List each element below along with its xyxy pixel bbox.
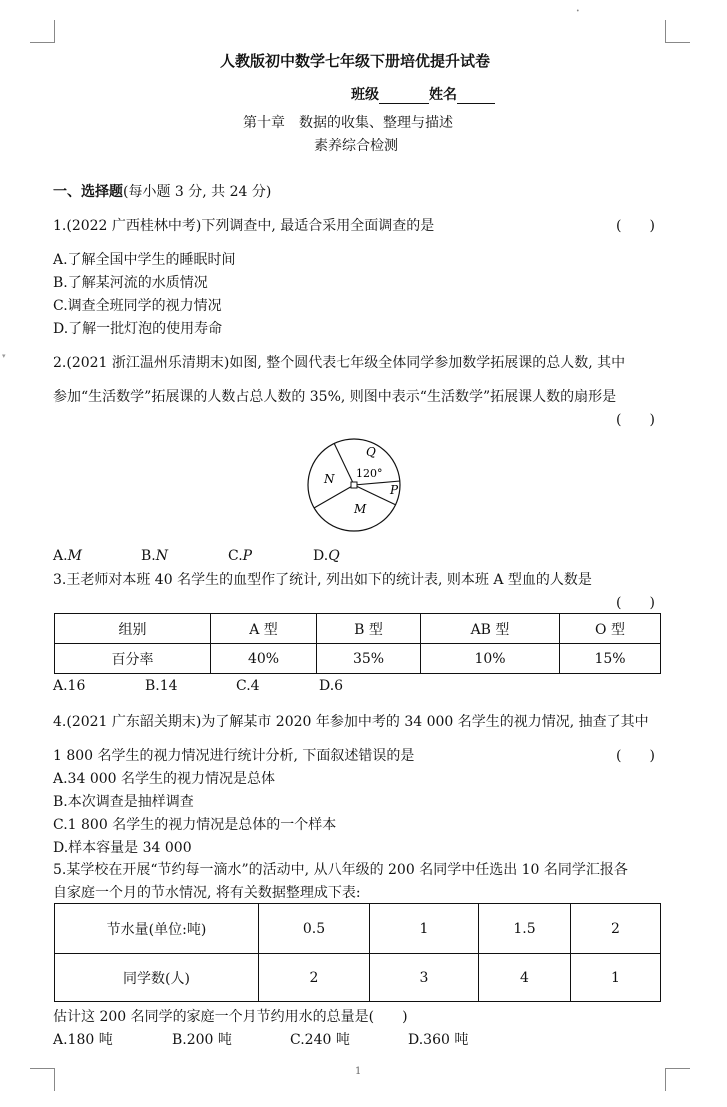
- angle-label: 120°: [356, 467, 383, 480]
- q4-option-a: A.34 000 名学生的视力情况是总体: [53, 771, 275, 787]
- answer-blank-q4[interactable]: ( ): [616, 748, 655, 764]
- table-row: [55, 904, 661, 954]
- table-cell: 10%: [421, 644, 560, 674]
- pie-sector-figure: [302, 433, 412, 533]
- section-score-note: (每小题 3 分, 共 24 分): [123, 184, 272, 200]
- class-field[interactable]: [379, 89, 429, 104]
- chapter-title: 第十章 数据的收集、整理与描述: [243, 115, 453, 131]
- student-info-line: [351, 84, 495, 104]
- question-2-line-2: 参加“生活数学”拓展课的人数占总人数的 35%, 则图中表示“生活数学”拓展课人数的扇形是: [53, 389, 617, 405]
- sector-label-m: M: [354, 502, 367, 516]
- table-cell: 百分率: [55, 644, 211, 674]
- question-5-line-2: 自家庭一个月的节水情况, 将有关数据整理成下表:: [53, 885, 361, 901]
- q1-option-d: D.了解一批灯泡的使用寿命: [53, 321, 223, 337]
- sector-label-q: Q: [366, 445, 376, 459]
- question-2-line-1: 2.(2021 浙江温州乐清期末)如图, 整个圆代表七年级全体同学参加数学拓展课的总人数, 其中: [53, 355, 626, 371]
- crop-mark-top-left: [30, 20, 55, 43]
- table-cell: AB 型: [421, 614, 560, 644]
- radius-to-m-n: [314, 485, 354, 508]
- table-cell: 35%: [317, 644, 421, 674]
- table-header-row: [55, 614, 661, 644]
- answer-blank-q2[interactable]: ( ): [616, 412, 655, 428]
- q3-option-b: B.14: [145, 678, 178, 694]
- table-cell: 0.5: [259, 904, 370, 954]
- q5-option-d: D.360 吨: [408, 1032, 469, 1048]
- center-mark: [351, 482, 357, 488]
- table-cell: B 型: [317, 614, 421, 644]
- answer-blank-q3[interactable]: ( ): [616, 595, 655, 611]
- paper-title: 人教版初中数学七年级下册培优提升试卷: [220, 52, 491, 70]
- q1-option-c: C.调查全班同学的视力情况: [53, 298, 222, 314]
- table-cell: 1: [571, 954, 661, 1002]
- name-field[interactable]: [457, 89, 495, 104]
- sector-label-p: P: [390, 483, 399, 497]
- q3-option-a: A.16: [53, 678, 86, 694]
- table-cell: 同学数(人): [55, 954, 259, 1002]
- class-label: 班级: [351, 87, 379, 103]
- table-cell: 40%: [211, 644, 317, 674]
- q3-option-d: D.6: [319, 678, 344, 694]
- table-cell: 2: [259, 954, 370, 1002]
- water-saving-table: [54, 903, 661, 1002]
- sector-label-n: N: [324, 472, 335, 486]
- q2-option-b: B.N: [141, 548, 168, 564]
- section-heading: [53, 181, 271, 201]
- section-title: 一、选择题: [53, 184, 123, 200]
- table-cell: O 型: [560, 614, 661, 644]
- q5-option-a: A.180 吨: [53, 1032, 113, 1048]
- table-cell: 15%: [560, 644, 661, 674]
- question-1-stem: 1.(2022 广西桂林中考)下列调查中, 最适合采用全面调查的是: [53, 218, 435, 234]
- q2-option-c: C.P: [228, 548, 253, 564]
- table-cell: 节水量(单位:吨): [55, 904, 259, 954]
- answer-blank-q1[interactable]: ( ): [616, 218, 655, 234]
- margin-marker-icon: ▾: [2, 352, 6, 360]
- question-5-line-1: 5.某学校在开展“节约每一滴水”的活动中, 从八年级的 200 名同学中任选出 10 名同学汇报各: [53, 862, 628, 878]
- blood-type-table: [54, 613, 661, 674]
- chapter-subtitle: 素养综合检测: [314, 138, 398, 154]
- table-cell: 组别: [55, 614, 211, 644]
- table-cell: 1.5: [479, 904, 571, 954]
- table-cell: 3: [370, 954, 479, 1002]
- name-label: 姓名: [429, 87, 457, 103]
- table-cell: 4: [479, 954, 571, 1002]
- q2-option-d: D.Q: [313, 548, 340, 564]
- q1-option-b: B.了解某河流的水质情况: [53, 275, 208, 291]
- page-number: 1: [355, 1066, 362, 1077]
- question-4-line-2: 1 800 名学生的视力情况进行统计分析, 下面叙述错误的是: [53, 748, 415, 764]
- table-row: [55, 954, 661, 1002]
- q4-option-d: D.样本容量是 34 000: [53, 840, 192, 856]
- q3-option-c: C.4: [236, 678, 260, 694]
- table-cell: 2: [571, 904, 661, 954]
- q5-option-b: B.200 吨: [172, 1032, 232, 1048]
- question-4-line-1: 4.(2021 广东韶关期末)为了解某市 2020 年参加中考的 34 000 名学生的视力情况, 抽查了其中: [53, 714, 649, 730]
- q4-option-c: C.1 800 名学生的视力情况是总体的一个样本: [53, 817, 337, 833]
- crop-mark-bottom-right: [665, 1068, 690, 1091]
- q2-option-a: A.M: [53, 548, 82, 564]
- q1-option-a: A.了解全国中学生的睡眠时间: [53, 252, 236, 268]
- q5-option-c: C.240 吨: [290, 1032, 350, 1048]
- table-cell: 1: [370, 904, 479, 954]
- table-cell: A 型: [211, 614, 317, 644]
- crop-mark-top-right: [665, 20, 690, 43]
- question-3-stem: 3.王老师对本班 40 名学生的血型作了统计, 列出如下的统计表, 则本班 A 型血的人数是: [53, 572, 592, 588]
- radius-to-n-q: [334, 443, 354, 485]
- q4-option-b: B.本次调查是抽样调查: [53, 794, 194, 810]
- crop-mark-bottom-left: [30, 1068, 55, 1091]
- question-5-prompt: 估计这 200 名同学的家庭一个月节约用水的总量是( ): [53, 1009, 408, 1025]
- corner-dot-icon: •: [576, 8, 580, 15]
- table-row: [55, 644, 661, 674]
